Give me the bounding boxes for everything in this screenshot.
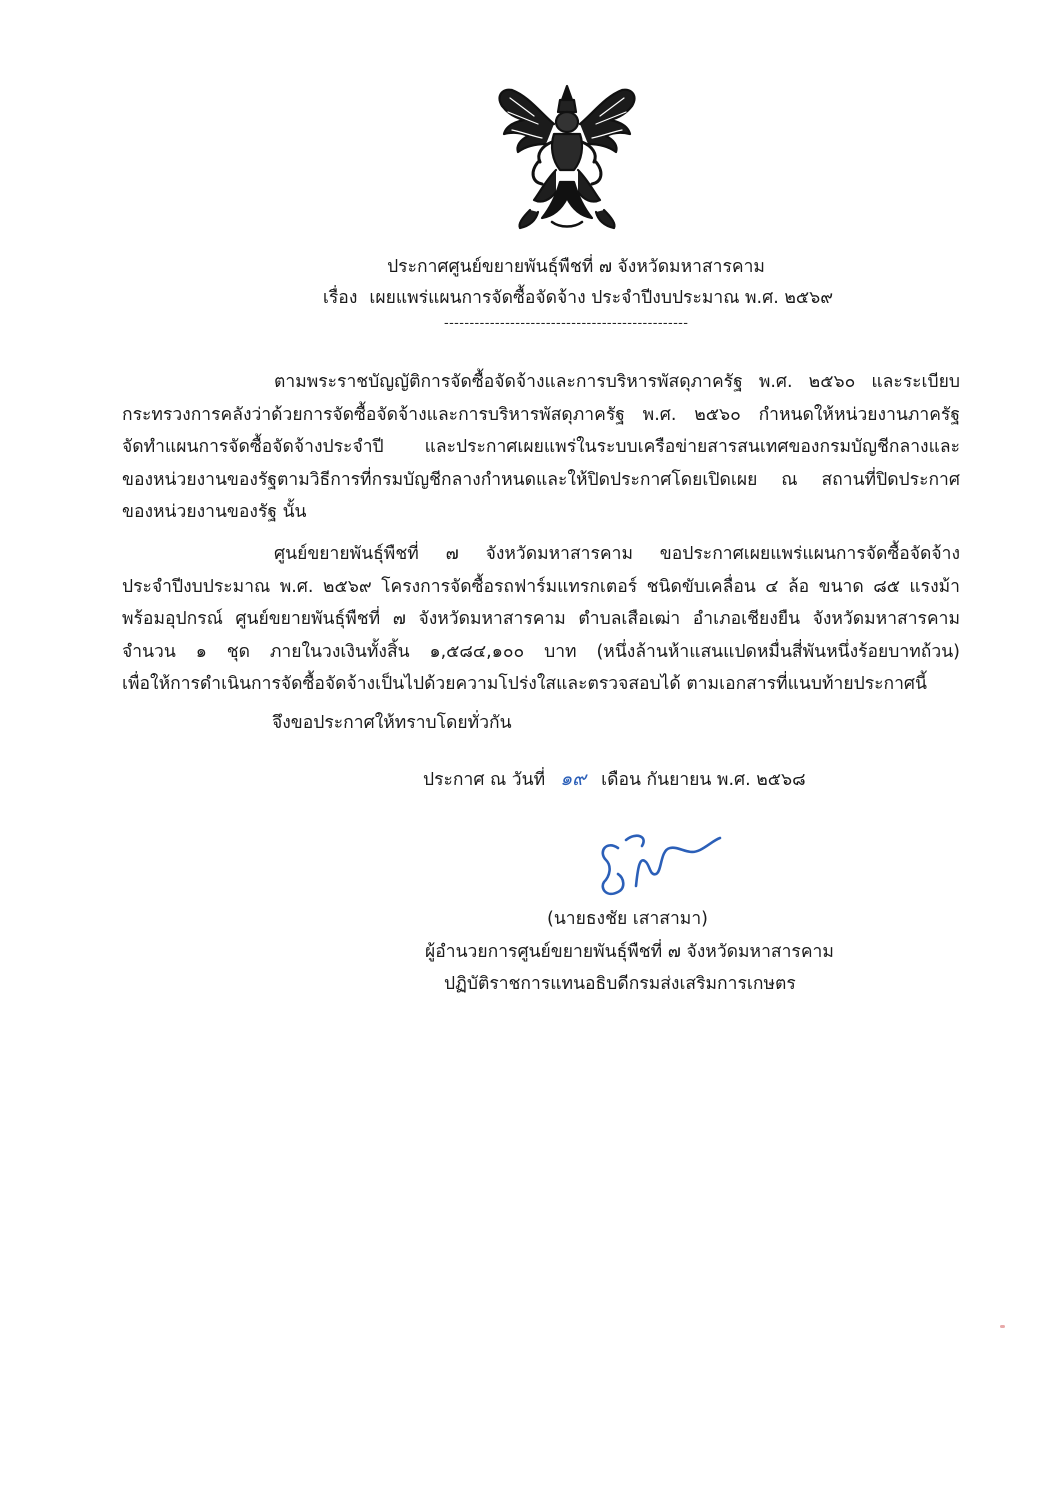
paragraph-line: ของหน่วยงานของรัฐตามวิธีการที่กรมบัญชีกลางกำหนดและให้ปิดประกาศโดยเปิดเผย ณ สถานที่ปิดประกาศ: [122, 469, 960, 490]
garuda-emblem-icon: [490, 82, 644, 232]
paragraph-line: พร้อมอุปกรณ์ ศูนย์ขยายพันธุ์พืชที่ ๗ จังหวัดมหาสารคาม ตำบลเสือเฒ่า อำเภอเชียงยืน จังหวัดมหาสารคาม: [122, 609, 960, 629]
signatory-name: (นายธงชัย เสาสามา): [547, 909, 708, 929]
paragraph-line: ของหน่วยงานของรัฐ นั้น: [122, 502, 307, 522]
paragraph-line: เพื่อให้การดำเนินการจัดซื้อจัดจ้างเป็นไปด้วยความโปร่งใสและตรวจสอบได้ ตามเอกสารที่แนบท้ายประกาศนี้: [122, 674, 927, 694]
paragraph-line: กระทรวงการคลังว่าด้วยการจัดซื้อจัดจ้างและการบริหารพัสดุภาครัฐ พ.ศ. ๒๕๖๐ กำหนดให้หน่วยงานภาครัฐ: [122, 404, 960, 425]
subject-text: เผยแพร่แผนการจัดซื้อจัดจ้าง ประจำปีงบประมาณ พ.ศ. ๒๕๖๙: [369, 288, 834, 308]
closing-statement: จึงขอประกาศให้ทราบโดยทั่วกัน: [272, 713, 512, 733]
paragraph-line: ศูนย์ขยายพันธุ์พืชที่ ๗ จังหวัดมหาสารคาม ขอประกาศเผยแพร่แผนการจัดซื้อจัดจ้าง: [274, 544, 960, 564]
paragraph-line: ตามพระราชบัญญัติการจัดซื้อจัดจ้างและการบริหารพัสดุภาครัฐ พ.ศ. ๒๕๖๐ และระเบียบ: [274, 372, 960, 392]
subject-label: เรื่อง: [322, 288, 358, 308]
title-divider: ------------------------------------------------: [444, 316, 689, 331]
paragraph-line: ประจำปีงบประมาณ พ.ศ. ๒๕๖๙ โครงการจัดซื้อรถฟาร์มแทรกเตอร์ ชนิดขับเคลื่อน ๔ ล้อ ขนาด ๘๕ แรงม้า: [122, 576, 960, 597]
announcement-title: ประกาศศูนย์ขยายพันธุ์พืชที่ ๗ จังหวัดมหาสารคาม: [387, 257, 765, 277]
paper-mark: [1000, 1325, 1005, 1328]
date-day-handwritten: ๑๙: [560, 768, 587, 790]
paragraph-legal-basis: [122, 366, 960, 529]
paragraph-line: จำนวน ๑ ชุด ภายในวงเงินทั้งสิ้น ๑,๕๘๔,๑๐๐ บาท (หนึ่งล้านห้าแสนแปดหมื่นสี่พันหนึ่งร้อยบาทถ้วน): [122, 641, 960, 662]
date-prefix: ประกาศ ณ วันที่: [423, 770, 546, 790]
paragraph-line: จัดทำแผนการจัดซื้อจัดจ้างประจำปี และประกาศเผยแพร่ในระบบเครือข่ายสารสนเทศของกรมบัญชีกลางและ: [122, 437, 960, 457]
handwritten-signature: [596, 826, 726, 906]
paragraph-procurement-plan: [122, 538, 960, 701]
date-month-year: เดือน กันยายน พ.ศ. ๒๕๖๘: [601, 770, 806, 790]
signatory-acting-for: ปฏิบัติราชการแทนอธิบดีกรมส่งเสริมการเกษตร: [444, 974, 796, 994]
announcement-subject: [54, 283, 1048, 313]
announcement-date: [423, 764, 806, 794]
signatory-position: ผู้อำนวยการศูนย์ขยายพันธุ์พืชที่ ๗ จังหวัดมหาสารคาม: [425, 942, 834, 962]
